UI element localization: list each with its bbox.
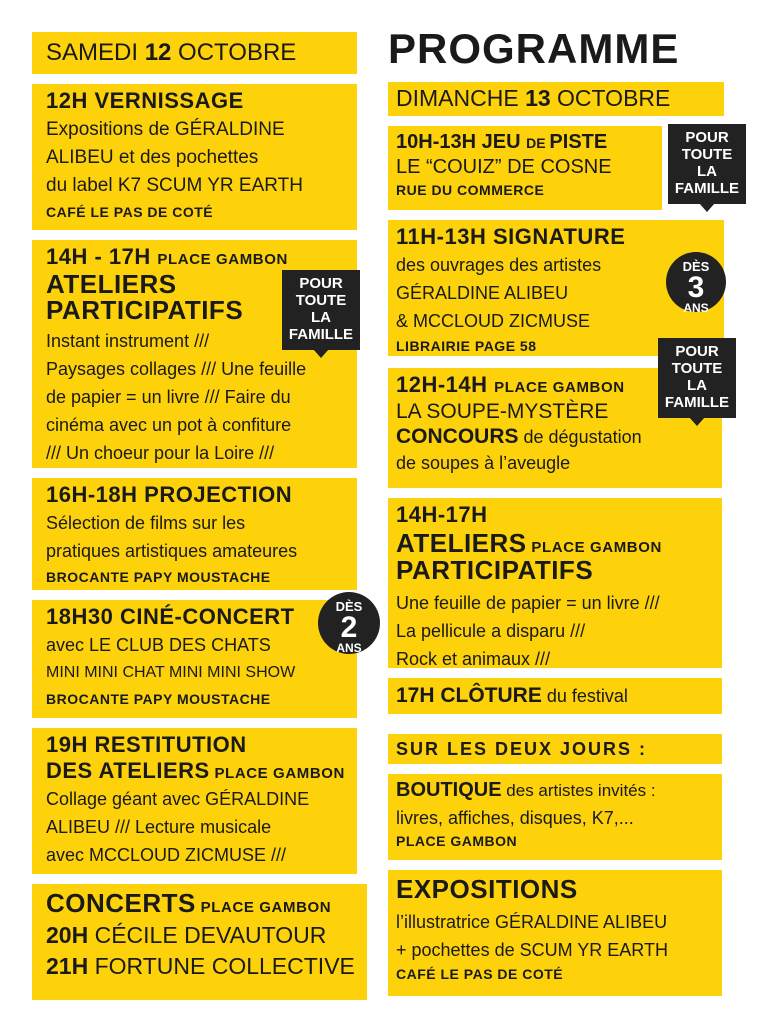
event-desc-line: Expositions de GÉRALDINE bbox=[46, 119, 285, 140]
event-title: CONCERTS bbox=[46, 888, 196, 918]
event-title: EXPOSITIONS bbox=[396, 874, 578, 904]
age-badge: DÈS 3 ANS bbox=[666, 252, 726, 312]
event-title: BOUTIQUE bbox=[396, 779, 502, 801]
event-time: 11H-13H bbox=[396, 224, 493, 249]
event-desc-line: & MCCLOUD ZICMUSE bbox=[396, 311, 591, 331]
event-place: PLACE GAMBON bbox=[209, 765, 345, 782]
event-time: 10H-13H bbox=[396, 131, 482, 153]
event-place: PLACE GAMBON bbox=[396, 833, 518, 849]
both-days-header bbox=[388, 734, 722, 764]
event-title: VERNISSAGE bbox=[94, 88, 244, 113]
age-badge: DÈS 2 ANS bbox=[318, 592, 380, 654]
event-desc-line: de soupes à l’aveugle bbox=[396, 453, 571, 473]
event-jeu-de-piste: 10H-13H JEU DE PISTE LE “COUIZ” DE COSNE RUE DU COMMERCE bbox=[388, 126, 662, 210]
event-time: 16H-18H bbox=[46, 482, 145, 507]
event-title: SIGNATURE bbox=[492, 224, 626, 249]
event-place: PLACE GAMBON bbox=[195, 899, 332, 916]
event-vernissage bbox=[32, 84, 357, 230]
event-time: 14H-17H bbox=[396, 502, 488, 527]
event-desc-line: de papier = un livre /// Faire du bbox=[46, 387, 291, 407]
event-desc-line: Instant instrument /// bbox=[46, 331, 210, 351]
event-desc-line: /// Un choeur pour la Loire /// bbox=[46, 443, 275, 463]
event-title: ATELIERS bbox=[396, 528, 527, 558]
family-badge: POUR TOUTE LA FAMILLE bbox=[282, 270, 360, 350]
event-desc-line: Sélection de films sur les bbox=[46, 513, 246, 533]
event-desc-line: Rock et animaux /// bbox=[396, 649, 551, 669]
event-desc-line: livres, affiches, disques, K7,... bbox=[396, 808, 634, 828]
programme-title: PROGRAMME bbox=[388, 25, 680, 72]
event-title: ATELIERS bbox=[98, 758, 210, 783]
event-place: RUE DU COMMERCE bbox=[396, 182, 545, 198]
day-label: SAMEDI bbox=[46, 39, 145, 66]
event-desc-line: du label K7 SCUM YR EARTH bbox=[46, 175, 303, 196]
event-place: BROCANTE PAPY MOUSTACHE bbox=[46, 691, 271, 707]
event-title: CONCOURS bbox=[396, 425, 519, 448]
event-desc-line: La pellicule a disparu /// bbox=[396, 621, 586, 641]
family-badge: POUR TOUTE LA FAMILLE bbox=[668, 124, 746, 204]
family-badge: POUR TOUTE LA FAMILLE bbox=[658, 338, 736, 418]
event-boutique: BOUTIQUE des artistes invités : livres, affiches, disques, K7,... PLACE GAMBON bbox=[388, 774, 722, 860]
section-title: SUR LES DEUX JOURS : bbox=[396, 739, 648, 759]
month-label: OCTOBRE bbox=[171, 39, 297, 66]
event-place: CAFÉ LE PAS DE COTÉ bbox=[396, 966, 564, 982]
event-soupe: 12H-14H PLACE GAMBON LA SOUPE-MYSTÈRE CONCOURS de dégustation de soupes à l’aveugle bbox=[388, 368, 722, 488]
event-desc-line: Une feuille de papier = un livre /// bbox=[396, 593, 660, 613]
event-place: BROCANTE PAPY MOUSTACHE bbox=[46, 569, 271, 585]
event-title: JEU bbox=[481, 131, 527, 153]
event-desc-line: avec LE CLUB DES CHATS bbox=[46, 635, 271, 655]
event-restitution: 19H RESTITUTION DES ATELIERS PLACE GAMBON Collage géant avec GÉRALDINE ALIBEU /// Lecture musicale avec MCCLOUD ZICMUSE /// bbox=[32, 728, 357, 874]
event-desc-line: LE “COUIZ” DE COSNE bbox=[396, 156, 612, 178]
event-desc-line: pratiques artistiques amateures bbox=[46, 541, 298, 561]
day-label: DIMANCHE bbox=[396, 85, 526, 111]
event-title: 19H RESTITUTION bbox=[46, 732, 247, 757]
artist-name: CÉCILE DEVAUTOUR bbox=[94, 922, 327, 948]
event-title: PARTICIPATIFS bbox=[46, 295, 244, 325]
event-desc-line: LA SOUPE-MYSTÈRE bbox=[396, 400, 609, 423]
event-desc-line: ALIBEU /// Lecture musicale bbox=[46, 817, 272, 837]
event-title: 17H CLÔTURE bbox=[396, 684, 542, 707]
event-place: CAFÉ LE PAS DE COTÉ bbox=[46, 204, 214, 220]
event-place: PLACE GAMBON bbox=[157, 251, 288, 268]
event-ateliers-sunday bbox=[388, 498, 722, 668]
event-desc-line: ALIBEU et des pochettes bbox=[46, 147, 259, 168]
event-place: PLACE GAMBON bbox=[526, 539, 662, 556]
day-header-saturday bbox=[32, 32, 357, 74]
event-time: 12H-14H bbox=[396, 372, 495, 397]
event-desc-line: + pochettes de SCUM YR EARTH bbox=[396, 940, 668, 960]
event-title: ATELIERS bbox=[46, 269, 177, 299]
event-desc-line: Paysages collages /// Une feuille bbox=[46, 359, 307, 379]
event-concerts: CONCERTS PLACE GAMBON 20H CÉCILE DEVAUTOUR 21H FORTUNE COLLECTIVE bbox=[32, 884, 367, 1000]
artist-name: FORTUNE COLLECTIVE bbox=[94, 953, 355, 979]
event-title: PROJECTION bbox=[144, 482, 293, 507]
event-projection bbox=[32, 478, 357, 590]
day-header-sunday bbox=[388, 82, 724, 116]
event-desc-line: GÉRALDINE ALIBEU bbox=[396, 283, 569, 303]
event-cine-concert bbox=[32, 600, 357, 718]
month-label: OCTOBRE bbox=[550, 85, 671, 111]
event-desc-line: des ouvrages des artistes bbox=[396, 255, 602, 275]
event-cloture: 17H CLÔTURE du festival bbox=[388, 678, 722, 714]
event-desc-line: cinéma avec un pot à confiture bbox=[46, 415, 292, 435]
event-desc-line: l’illustratrice GÉRALDINE ALIBEU bbox=[396, 912, 668, 932]
event-desc-line: Collage géant avec GÉRALDINE bbox=[46, 789, 310, 809]
event-time: 14H - 17H bbox=[46, 244, 158, 269]
event-title: PARTICIPATIFS bbox=[396, 555, 594, 585]
event-desc-line: avec MCCLOUD ZICMUSE /// bbox=[46, 845, 287, 865]
event-expositions bbox=[388, 870, 722, 996]
day-number: 12 bbox=[144, 39, 172, 66]
event-place: LIBRAIRIE PAGE 58 bbox=[396, 338, 537, 354]
event-desc-line: MINI MINI CHAT MINI MINI SHOW bbox=[46, 664, 296, 681]
event-place: PLACE GAMBON bbox=[494, 379, 625, 396]
event-time: 12H bbox=[46, 88, 95, 113]
day-number: 13 bbox=[525, 85, 551, 111]
event-title: 18H30 CINÉ-CONCERT bbox=[46, 604, 295, 629]
